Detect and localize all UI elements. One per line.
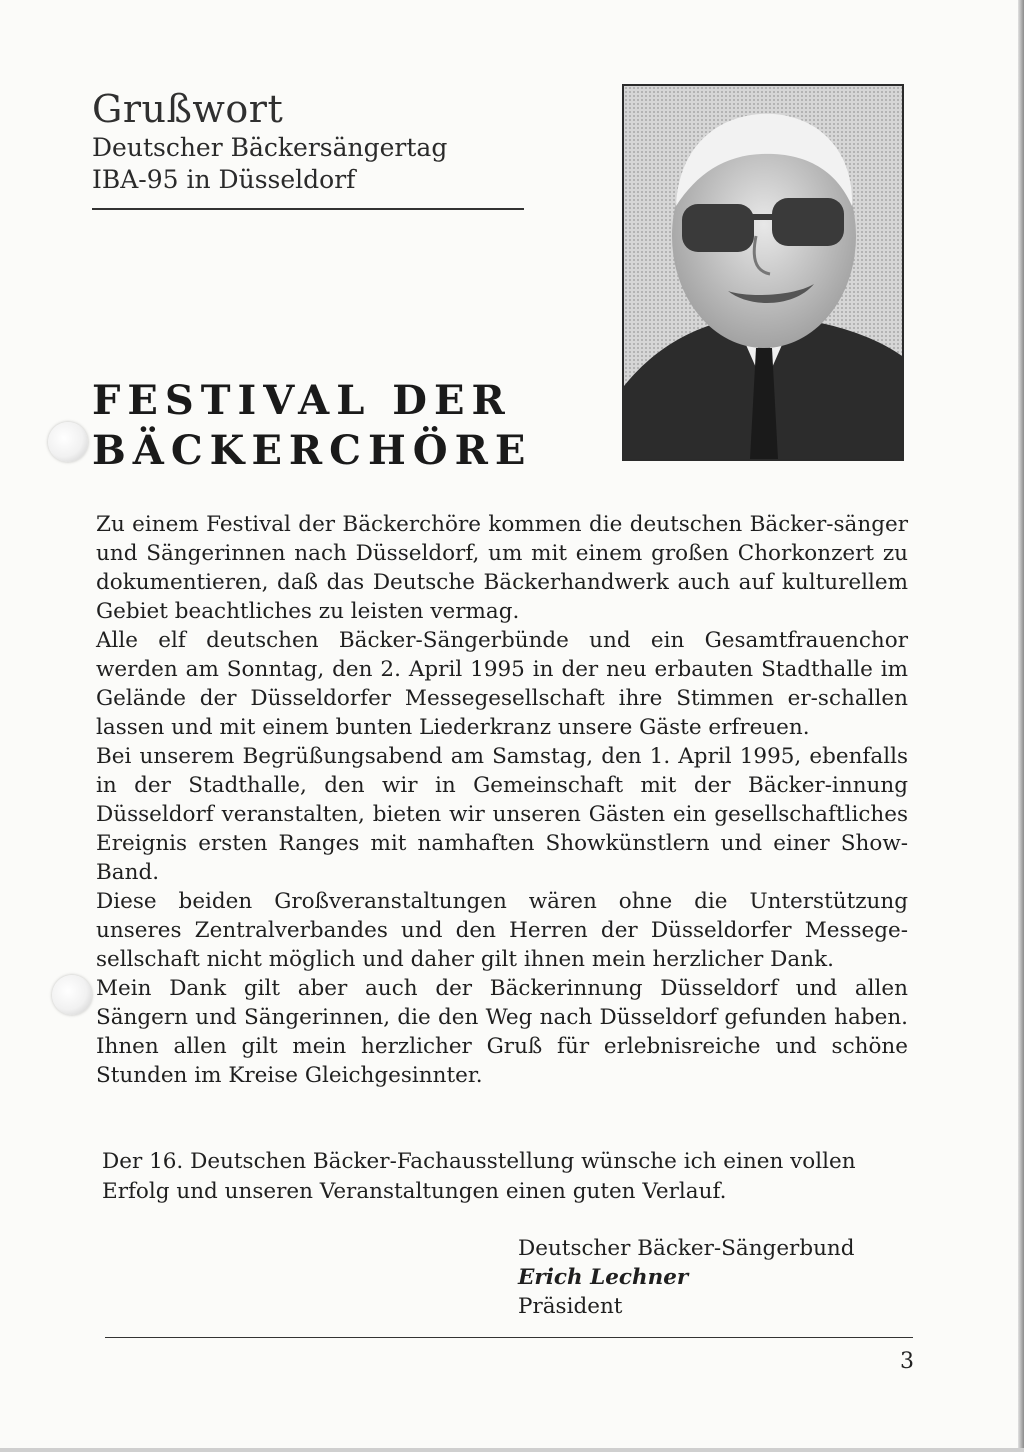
portrait-illustration <box>624 86 902 459</box>
punch-hole-upper <box>48 422 88 462</box>
paragraph-4: Diese beiden Großveranstaltungen wären ohne die Unterstützung unseres Zentralverbandes und den Herren der Düsseldorfer Messege-sellschaft nicht möglich und daher gilt ihnen mein herzlicher Dank. <box>96 889 908 972</box>
signature-organization: Deutscher Bäcker-Sängerbund <box>518 1236 855 1261</box>
signature-role: Präsident <box>518 1294 623 1319</box>
headline-line-1: FESTIVAL DER <box>92 377 512 424</box>
paragraph-1: Zu einem Festival der Bäckerchöre kommen die deutschen Bäcker-sänger und Sängerinnen nach Düsseldorf, um mit einem großen Chorkonzert zu dokumentieren, daß das Deutsche Bäckerhandwerk auch auf kulturellem Gebiet beachtliches zu leisten vermag. <box>96 512 908 624</box>
portrait-photo <box>622 84 904 461</box>
subtitle-line-1: Deutscher Bäckersängertag <box>92 133 448 162</box>
footer-divider <box>105 1337 913 1338</box>
page-number: 3 <box>900 1349 914 1374</box>
header-block <box>92 86 524 196</box>
subtitle-line-2: IBA-95 in Düsseldorf <box>92 165 356 194</box>
closing-paragraph: Der 16. Deutschen Bäcker-Fachausstellung wünsche ich einen vollen Erfolg und unseren Veranstaltungen einen guten Verlauf. <box>102 1149 856 1204</box>
signature-name: Erich Lechner <box>518 1265 689 1290</box>
paragraph-3: Bei unserem Begrüßungsabend am Samstag, den 1. April 1995, ebenfalls in der Stadthalle, den wir in Gemeinschaft mit der Bäcker-innung Düsseldorf veranstalten, bieten wir unseren Gästen ein gesellschaftliches Ereignis ersten Ranges mit namhaften Showkünstlern und einer Show-Band. <box>96 744 908 885</box>
body-text <box>96 510 908 1090</box>
punch-hole-lower <box>52 975 92 1015</box>
page-edge-bottom <box>0 1448 1024 1452</box>
headline <box>92 376 552 476</box>
signature-block <box>518 1234 918 1321</box>
paragraph-2: Alle elf deutschen Bäcker-Sängerbünde und ein Gesamtfrauenchor werden am Sonntag, den 2. April 1995 in der neu erbauten Stadthalle im Gelände der Düsseldorfer Messegesellschaft ihre Stimmen er-schallen lassen und mit einem bunten Liederkranz unsere Gäste erfreuen. <box>96 628 908 740</box>
page-edge-right <box>1018 0 1024 1452</box>
headline-line-2: BÄCKERCHÖRE <box>92 427 533 474</box>
paragraph-5: Mein Dank gilt aber auch der Bäckerinnung Düsseldorf und allen Sängern und Sängerinnen, die den Weg nach Düsseldorf gefunden haben. Ihnen allen gilt mein herzlicher Gruß für erlebnisreiche und schöne Stunden im Kreise Gleichgesinnter. <box>96 976 908 1088</box>
page-title: Grußwort <box>92 87 284 131</box>
header-divider <box>92 208 524 210</box>
